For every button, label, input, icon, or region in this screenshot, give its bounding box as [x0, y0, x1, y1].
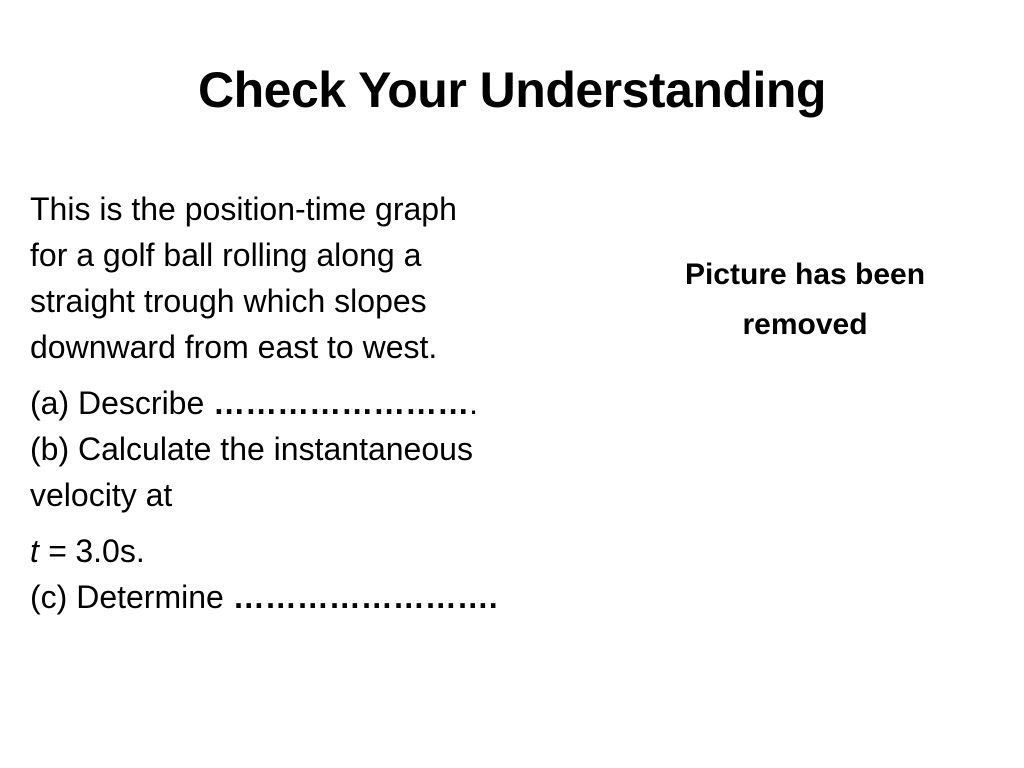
- part-a-label: (a) Describe: [30, 385, 214, 421]
- slide-title: Check Your Understanding: [198, 62, 826, 118]
- time-value: 3.0s.: [75, 533, 145, 569]
- picture-removed-note: Picture has been removed: [684, 258, 926, 341]
- question-time-line: [30, 528, 550, 574]
- time-equals: =: [38, 533, 76, 569]
- part-c-label: (c) Determine: [30, 579, 233, 615]
- part-a-tail: .: [469, 385, 479, 421]
- part-a-blank: ……………………: [213, 385, 470, 421]
- question-intro: This is the position-time graph for a golf ball rolling along a straight trough which slopes downward from east to west.: [30, 191, 457, 365]
- part-c-blank: …………………….: [232, 579, 498, 615]
- question-part-c: [30, 574, 550, 620]
- question-part-a: [30, 380, 550, 426]
- question-body: [30, 186, 550, 620]
- time-variable: t: [30, 533, 39, 569]
- question-part-b: (b) Calculate the instantaneous velocity at: [30, 431, 473, 513]
